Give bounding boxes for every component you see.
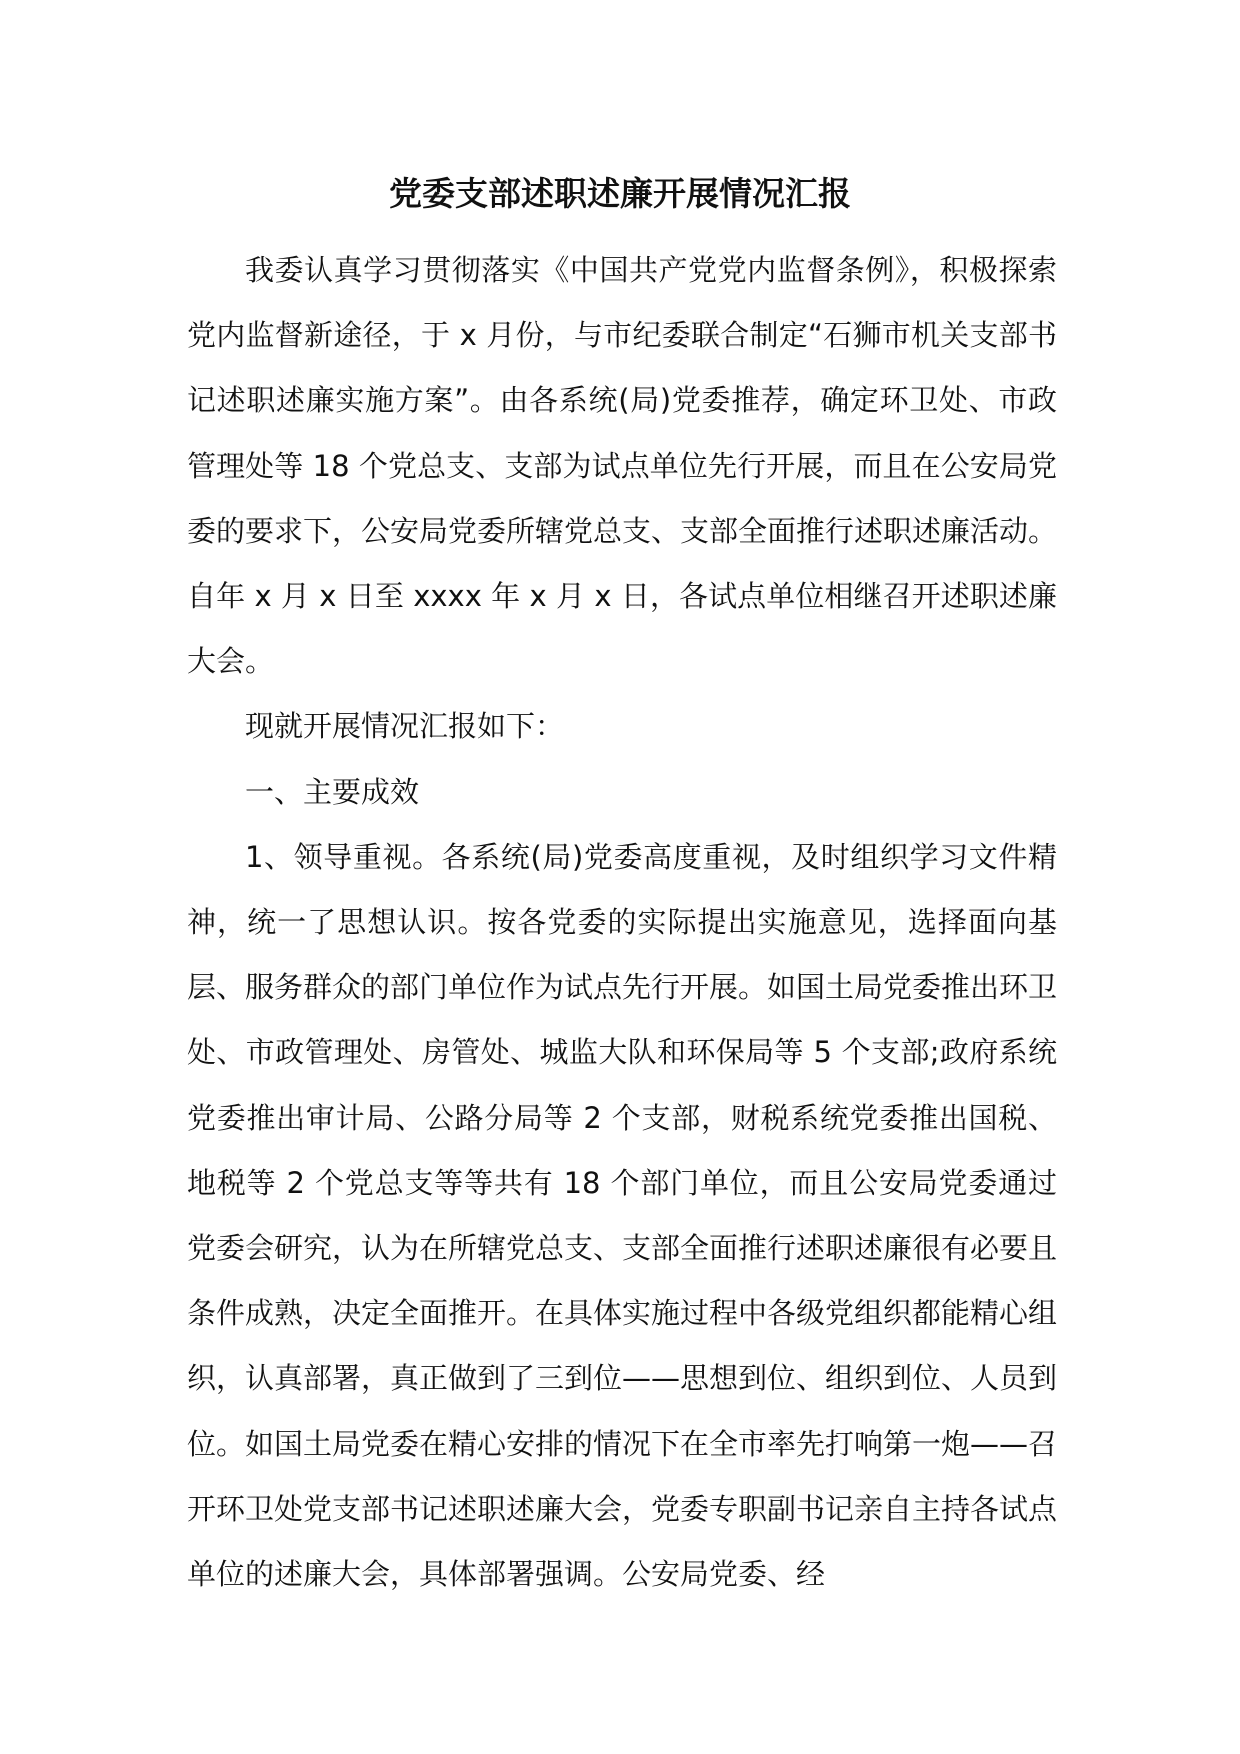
section-heading-main-results: 一、主要成效 (245, 774, 420, 809)
paragraph-leadership: 1、领导重视。各系统(局)党委高度重视，及时组织学习文件精神，统一了思想认识。按各党委的实际提出实施意见，选择面向基层、服务群众的部门单位作为试点先行开展。如国土局党委推出环卫处、市政管理处、房管处、城监大队和环保局等 5 个支部;政府系统党委推出审计局、公路分局等 2 个支部，财税系统党委推出国税、地税等 2 个党总支等等共有 18 个部门单位，而且公安局党委通过党委会研究，认为在所辖党总支、支部全面推行述职述廉很有必要且条件成熟，决定全面推开。在具体实施过程中各级党组织都能精心组织，认真部署，真正做到了三到位——思想到位、组织到位、人员到位。如国土局党委在精心安排的情况下在全市率先打响第一炮——召开环卫处党支部书记述职述廉大会，党委专职副书记亲自主持各试点单位的述廉大会，具体部署强调。公安局党委、经 (187, 839, 1058, 1592)
document-body (187, 238, 1057, 1607)
paragraph-intro: 我委认真学习贯彻落实《中国共产党党内监督条例》，积极探索党内监督新途径，于 x 月份，与市纪委联合制定“石狮市机关支部书记述职述廉实施方案”。由各系统(局)党委推荐，确定环卫处、市政管理处等 18 个党总支、支部为试点单位先行开展，而且在公安局党委的要求下，公安局党委所辖党总支、支部全面推行述职述廉活动。自年 x 月 x 日至 xxxx 年 x 月 x 日，各试点单位相继召开述职述廉大会。 (187, 253, 1058, 679)
document-title: 党委支部述职述廉开展情况汇报 (389, 174, 851, 213)
paragraph-report-lead: 现就开展情况汇报如下： (245, 709, 565, 744)
